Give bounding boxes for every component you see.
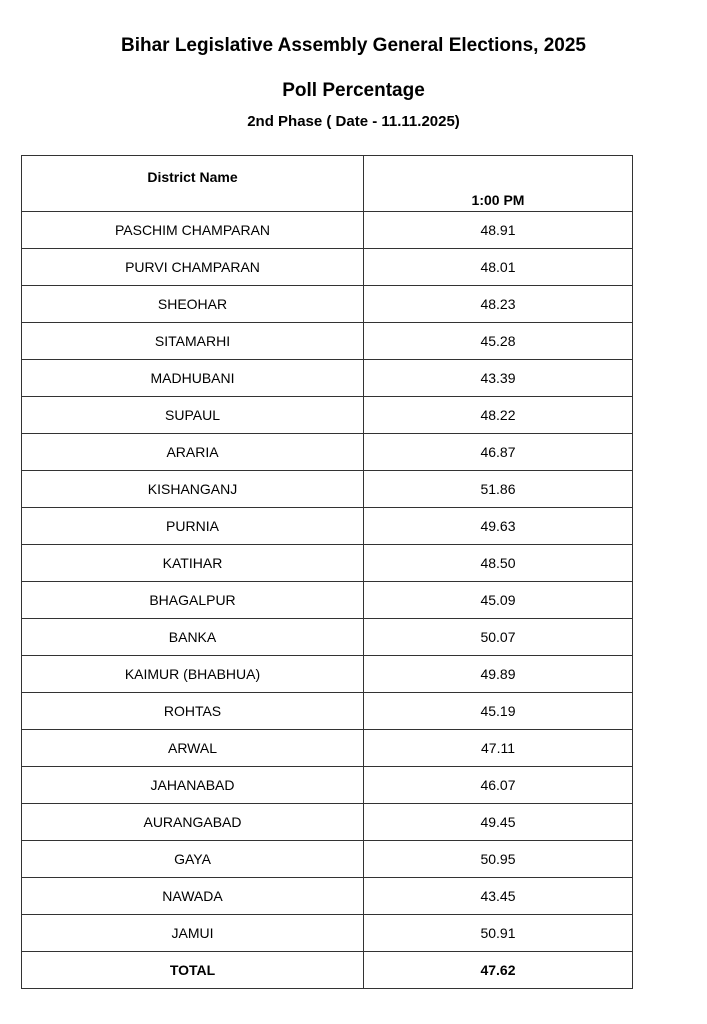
column-header-time: 1:00 PM: [364, 156, 633, 212]
district-name-cell: ROHTAS: [22, 693, 364, 730]
poll-percentage-cell: 50.07: [364, 619, 633, 656]
poll-percentage-cell: 49.89: [364, 656, 633, 693]
poll-percentage-cell: 43.45: [364, 878, 633, 915]
poll-percentage-cell: 48.23: [364, 286, 633, 323]
column-header-district: District Name: [22, 156, 364, 212]
table-row: [22, 841, 633, 878]
poll-percentage-cell: 48.50: [364, 545, 633, 582]
table-row: [22, 286, 633, 323]
poll-percentage-cell: 45.28: [364, 323, 633, 360]
table-row: [22, 656, 633, 693]
district-name-cell: MADHUBANI: [22, 360, 364, 397]
table-row: [22, 619, 633, 656]
district-name-cell: ARWAL: [22, 730, 364, 767]
table-row: [22, 508, 633, 545]
table-row: [22, 471, 633, 508]
district-name-cell: PURNIA: [22, 508, 364, 545]
poll-percentage-table: [21, 155, 633, 989]
district-name-cell: BANKA: [22, 619, 364, 656]
table-row: [22, 693, 633, 730]
table-row: [22, 878, 633, 915]
district-name-cell: GAYA: [22, 841, 364, 878]
table-row: [22, 360, 633, 397]
table-body: [22, 212, 633, 989]
poll-percentage-cell: 50.95: [364, 841, 633, 878]
poll-percentage-cell: 43.39: [364, 360, 633, 397]
phase-date-label: 2nd Phase ( Date - 11.11.2025): [247, 113, 460, 130]
table-row: [22, 249, 633, 286]
table-row: [22, 323, 633, 360]
table-row: [22, 767, 633, 804]
poll-percentage-cell: 45.19: [364, 693, 633, 730]
poll-percentage-cell: 51.86: [364, 471, 633, 508]
district-name-cell: BHAGALPUR: [22, 582, 364, 619]
total-row: [22, 952, 633, 989]
poll-percentage-cell: 47.11: [364, 730, 633, 767]
table-row: [22, 397, 633, 434]
district-name-cell: SUPAUL: [22, 397, 364, 434]
district-name-cell: ARARIA: [22, 434, 364, 471]
table-header: [22, 156, 633, 212]
poll-percentage-cell: 48.01: [364, 249, 633, 286]
district-name-cell: KISHANGANJ: [22, 471, 364, 508]
poll-percentage-cell: 48.22: [364, 397, 633, 434]
table-row: [22, 582, 633, 619]
table-row: [22, 434, 633, 471]
district-name-cell: JAMUI: [22, 915, 364, 952]
poll-percentage-cell: 49.45: [364, 804, 633, 841]
district-name-cell: PURVI CHAMPARAN: [22, 249, 364, 286]
poll-percentage-cell: 45.09: [364, 582, 633, 619]
total-label-cell: TOTAL: [22, 952, 364, 989]
district-name-cell: NAWADA: [22, 878, 364, 915]
page-title: Bihar Legislative Assembly General Elections, 2025: [120, 35, 586, 56]
table-row: [22, 212, 633, 249]
district-name-cell: JAHANABAD: [22, 767, 364, 804]
district-name-cell: AURANGABAD: [22, 804, 364, 841]
poll-percentage-cell: 50.91: [364, 915, 633, 952]
district-name-cell: PASCHIM CHAMPARAN: [22, 212, 364, 249]
district-name-cell: SITAMARHI: [22, 323, 364, 360]
poll-percentage-cell: 46.07: [364, 767, 633, 804]
table-header-row: [22, 156, 633, 212]
district-name-cell: SHEOHAR: [22, 286, 364, 323]
district-name-cell: KATIHAR: [22, 545, 364, 582]
poll-percentage-cell: 48.91: [364, 212, 633, 249]
poll-percentage-cell: 49.63: [364, 508, 633, 545]
table-row: [22, 915, 633, 952]
district-name-cell: KAIMUR (BHABHUA): [22, 656, 364, 693]
total-value-cell: 47.62: [364, 952, 633, 989]
poll-percentage-cell: 46.87: [364, 434, 633, 471]
page-subtitle: Poll Percentage: [282, 80, 425, 101]
table-row: [22, 730, 633, 767]
table-row: [22, 545, 633, 582]
table-row: [22, 804, 633, 841]
